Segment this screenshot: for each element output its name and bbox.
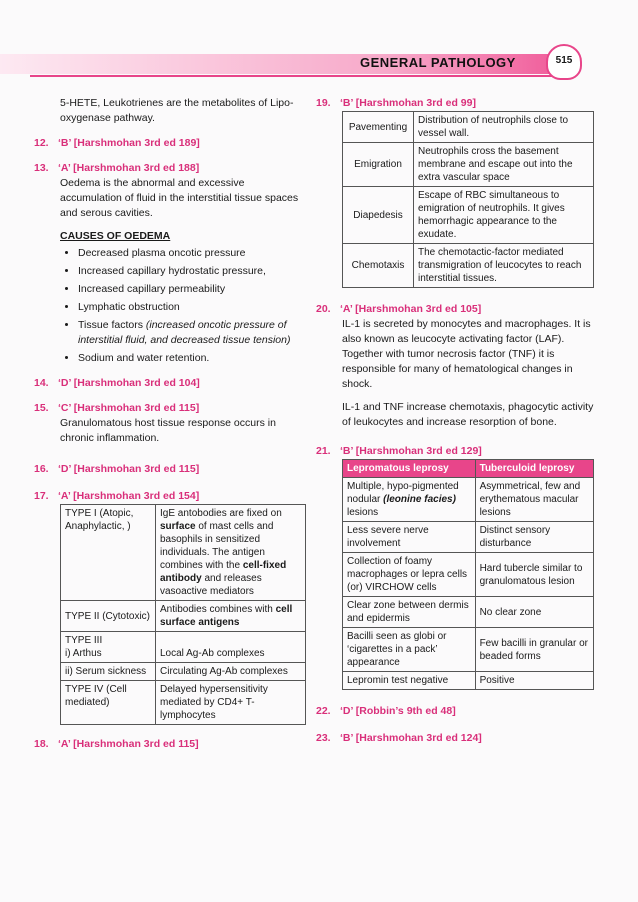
il1-text: IL-1 is secreted by monocytes and macrophages. It is also known as leucocyte activating factor (LAF). Together with tumor necrosis factor (TNF) it is responsible for many of hematological changes in shock. [342, 318, 591, 390]
desc-text: and releases vasoactive mediators [160, 573, 262, 597]
desc-text: of mast cells and basophils in sensitized individuals. The antigen combines with the [160, 521, 274, 571]
lepromatous-cell: Clear zone between dermis and epidermis [343, 597, 476, 628]
answer-ref: ‘B’ [Harshmohan 3rd ed 189] [58, 137, 200, 149]
q-number: 13. [34, 162, 49, 174]
type-cell: TYPE IV (Cell mediated) [61, 681, 156, 725]
answer-ref: ‘D’ [Robbin’s 9th ed 48] [340, 705, 456, 717]
table-row [343, 478, 594, 522]
term-cell: Diapedesis [343, 187, 414, 244]
answer-ref: ‘C’ [Harshmohan 3rd ed 115] [58, 402, 200, 414]
table-row [343, 187, 594, 244]
type-cell: TYPE II (Cytotoxic) [61, 601, 156, 632]
table-row [61, 505, 306, 601]
tuberculoid-cell: Asymmetrical, few and erythematous macular lesions [475, 478, 593, 522]
granuloma-text: Granulomatous host tissue response occurs in chronic inflammation. [60, 417, 276, 444]
answer-22 [316, 704, 594, 719]
subtype-label: i) Arthus [65, 648, 102, 659]
term-cell: Emigration [343, 143, 414, 187]
tuberculoid-cell: Distinct sensory disturbance [475, 522, 593, 553]
answer-ref: ‘A’ [Harshmohan 3rd ed 188] [58, 162, 200, 174]
tissue-factors: Tissue factors [78, 319, 146, 331]
desc-cell: Delayed hypersensitivity mediated by CD4+ T-lymphocytes [156, 681, 306, 725]
cell-emphasis: (leonine facies) [383, 494, 456, 505]
list-item: • Increased capillary permeability [78, 282, 306, 297]
lepromatous-cell: Less severe nerve involvement [343, 522, 476, 553]
desc-cell: Escape of RBC simultaneous to emigration of neutrophils. It gives hemorrhagic appearance to the exudate. [414, 187, 594, 244]
q-number: 16. [34, 463, 49, 475]
answer-23 [316, 731, 594, 746]
causes-title: CAUSES OF OEDEMA [60, 230, 171, 242]
desc-cell: Circulating Ag-Ab complexes [156, 663, 306, 681]
column-header: Lepromatous leprosy [343, 460, 476, 478]
table-row [61, 663, 306, 681]
term-cell: Chemotaxis [343, 244, 414, 288]
leukocyte-events-table [342, 111, 594, 288]
lepromatous-cell: Lepromin test negative [343, 672, 476, 690]
q-number: 17. [34, 490, 49, 502]
left-column [34, 96, 306, 752]
term-cell: Pavementing [343, 112, 414, 143]
desc-cell: Distribution of neutrophils close to vessel wall. [414, 112, 594, 143]
tuberculoid-cell: Few bacilli in granular or beaded forms [475, 628, 593, 672]
q-number: 14. [34, 377, 49, 389]
type-cell: TYPE I (Atopic, Anaphylactic, ) [61, 505, 156, 601]
desc-text: Antibodies combines with [160, 604, 276, 615]
page-header-title: GENERAL PATHOLOGY [360, 55, 516, 70]
tuberculoid-cell: Hard tubercle similar to granulomatous lesion [475, 553, 593, 597]
q-number: 22. [316, 705, 331, 717]
answer-17 [34, 489, 306, 504]
table-row [343, 553, 594, 597]
answer-14 [34, 376, 306, 391]
tuberculoid-cell: No clear zone [475, 597, 593, 628]
list-item [78, 318, 306, 348]
q-number: 15. [34, 402, 49, 414]
q-number: 18. [34, 738, 49, 750]
list-item: • Decreased plasma oncotic pressure [78, 246, 306, 261]
table-row [61, 632, 306, 663]
list-item: • Sodium and water retention. [78, 351, 306, 366]
table-row [343, 244, 594, 288]
q-number: 19. [316, 97, 331, 109]
type-cell [61, 632, 156, 663]
desc-bold: surface [160, 521, 196, 532]
lepromatous-cell: Bacilli seen as globi or ‘cigarettes in a pack’ appearance [343, 628, 476, 672]
page-number: 515 [546, 44, 582, 80]
table-row [343, 597, 594, 628]
answer-18 [34, 737, 306, 752]
answer-20 [316, 302, 594, 317]
answer-15 [34, 401, 306, 416]
table-row [343, 672, 594, 690]
header-rule [30, 75, 560, 77]
column-header: Tuberculoid leprosy [475, 460, 593, 478]
type-label: TYPE III [65, 635, 103, 646]
answer-12 [34, 136, 306, 151]
table-header-row [343, 460, 594, 478]
desc-cell [156, 505, 306, 601]
answer-ref: ‘A’ [Harshmohan 3rd ed 105] [340, 303, 482, 315]
answer-ref: ‘B’ [Harshmohan 3rd ed 124] [340, 732, 482, 744]
answer-ref: ‘D’ [Harshmohan 3rd ed 104] [58, 377, 200, 389]
answer-13 [34, 161, 306, 176]
answer-ref: ‘B’ [Harshmohan 3rd ed 99] [340, 97, 476, 109]
table-row [343, 143, 594, 187]
tuberculoid-cell: Positive [475, 672, 593, 690]
answer-16 [34, 462, 306, 477]
q-number: 23. [316, 732, 331, 744]
cell-text: Multiple, hypo-pigmented nodular [347, 481, 459, 505]
lepromatous-cell [343, 478, 476, 522]
il1-tnf-text: IL-1 and TNF increase chemotaxis, phagocytic activity of leukocytes and increase resorption of bone. [342, 401, 594, 428]
answer-ref: ‘B’ [Harshmohan 3rd ed 129] [340, 445, 482, 457]
list-item: • Increased capillary hydrostatic pressure, [78, 264, 306, 279]
desc-cell: Local Ag-Ab complexes [156, 632, 306, 663]
table-row [61, 681, 306, 725]
tissue-factors-detail: (increased oncotic pressure of interstitial fluid, and decreased tissue tension) [78, 319, 291, 346]
q-number: 20. [316, 303, 331, 315]
desc-bold: cell surface antigens [160, 604, 293, 628]
table-row [61, 601, 306, 632]
desc-text: IgE antobodies are fixed on [160, 508, 282, 519]
intro-text: 5-HETE, Leukotrienes are the metabolites of Lipo-oxygenase pathway. [60, 97, 294, 124]
answer-ref: ‘A’ [Harshmohan 3rd ed 154] [58, 490, 200, 502]
q-number: 12. [34, 137, 49, 149]
q-number: 21. [316, 445, 331, 457]
desc-bold: cell-fixed antibody [160, 560, 287, 584]
answer-ref: ‘D’ [Harshmohan 3rd ed 115] [58, 463, 200, 475]
table-row [343, 522, 594, 553]
cell-text: lesions [347, 507, 379, 518]
lepromatous-cell: Collection of foamy macrophages or lepra cells (or) VIRCHOW cells [343, 553, 476, 597]
causes-list [34, 246, 306, 366]
desc-cell [156, 601, 306, 632]
hypersensitivity-table [60, 504, 306, 725]
desc-cell: The chemotactic-factor mediated transmigration of leucocytes to reach interstitial tissues. [414, 244, 594, 288]
type-cell: ii) Serum sickness [61, 663, 156, 681]
table-row [343, 628, 594, 672]
desc-cell: Neutrophils cross the basement membrane and escape out into the extra vascular space [414, 143, 594, 187]
table-row [343, 112, 594, 143]
right-column [316, 96, 594, 746]
leprosy-table [342, 459, 594, 690]
answer-ref: ‘A’ [Harshmohan 3rd ed 115] [58, 738, 199, 750]
answer-19 [316, 96, 594, 111]
oedema-text: Oedema is the abnormal and excessive accumulation of fluid in the interstitial tissue spaces and serous cavities. [60, 177, 299, 219]
answer-21 [316, 444, 594, 459]
list-item: • Lymphatic obstruction [78, 300, 306, 315]
